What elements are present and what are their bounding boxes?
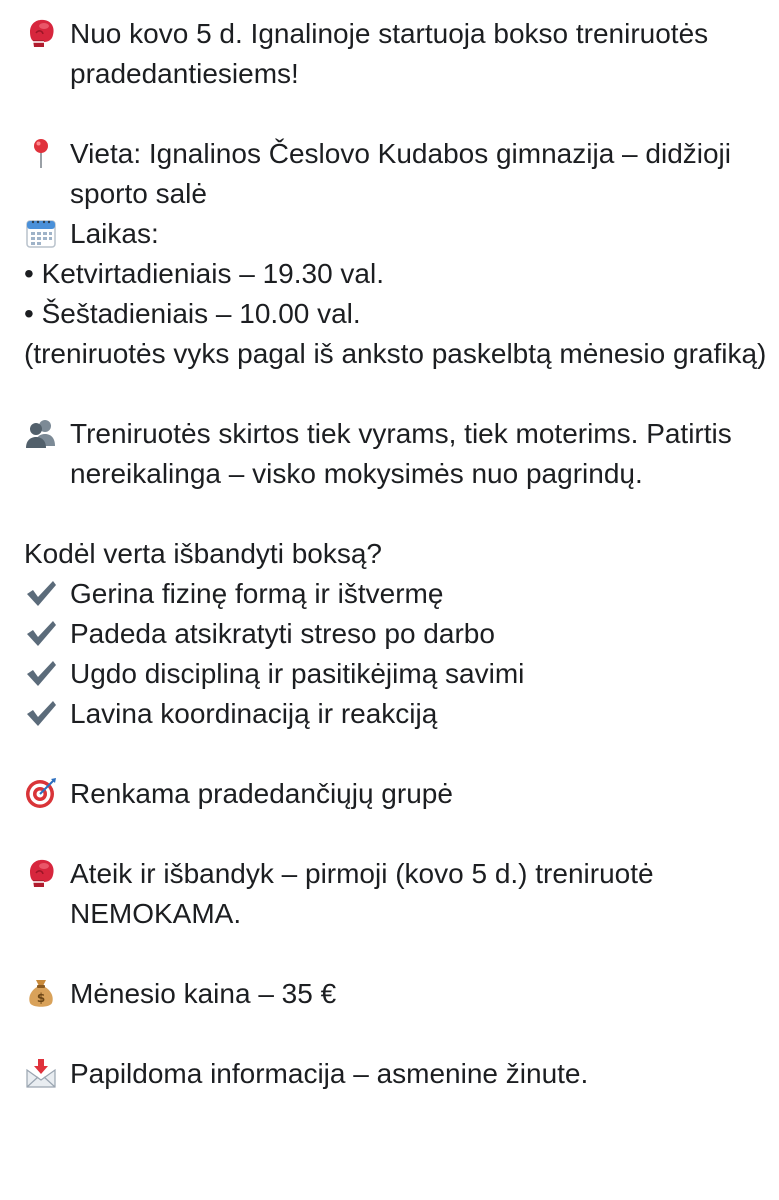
svg-text:$: $ [36, 991, 46, 1005]
audience-paragraph [24, 414, 772, 494]
price-paragraph [24, 974, 772, 1014]
benefit-item [24, 614, 772, 654]
schedule-item: • Ketvirtadieniais – 19.30 val. [24, 258, 385, 289]
contact-paragraph [24, 1054, 772, 1094]
audience-line [24, 414, 772, 494]
benefits-paragraph [24, 534, 772, 734]
group-line [24, 774, 772, 814]
target-icon [24, 776, 58, 810]
benefit-text: Gerina fizinę formą ir ištvermę [70, 578, 444, 609]
time-heading-line [24, 214, 772, 254]
price-line [24, 974, 772, 1014]
intro-text: Nuo kovo 5 d. Ignalinoje startuoja bokso treniruotės pradedantiesiems! [70, 18, 709, 89]
people-icon [24, 416, 58, 450]
boxing-glove-icon [24, 856, 58, 890]
contact-line [24, 1054, 772, 1094]
free-text: Ateik ir išbandyk – pirmoji (kovo 5 d.) treniruotė NEMOKAMA. [70, 858, 654, 929]
audience-text: Treniruotės skirtos tiek vyrams, tiek moterims. Patirtis nereikalinga – visko mokysimės nuo pagrindų. [70, 418, 732, 489]
pin-icon [24, 136, 58, 170]
intro-line [24, 14, 772, 94]
benefit-item [24, 654, 772, 694]
calendar-icon [24, 216, 58, 250]
group-text: Renkama pradedančiųjų grupė [70, 778, 453, 809]
free-line [24, 854, 772, 934]
post-body [24, 14, 772, 1094]
check-mark-icon [24, 616, 58, 650]
contact-text: Papildoma informacija – asmenine žinute. [70, 1058, 589, 1089]
benefit-text: Padeda atsikratyti streso po darbo [70, 618, 495, 649]
details-paragraph [24, 134, 772, 374]
price-text: Mėnesio kaina – 35 € [70, 978, 337, 1009]
time-heading-text: Laikas: [70, 218, 159, 249]
money-bag-icon [24, 976, 58, 1010]
benefit-text: Ugdo discipliną ir pasitikėjimą savimi [70, 658, 525, 689]
intro-paragraph [24, 14, 772, 94]
schedule-note: (treniruotės vyks pagal iš anksto paskelbtą mėnesio grafiką) [24, 338, 767, 369]
schedule-item: • Šeštadieniais – 10.00 val. [24, 298, 361, 329]
boxing-glove-icon [24, 16, 58, 50]
benefit-item [24, 694, 772, 734]
place-text: Vieta: Ignalinos Česlovo Kudabos gimnazija – didžioji sporto salė [70, 138, 731, 209]
free-paragraph [24, 854, 772, 934]
check-mark-icon [24, 656, 58, 690]
benefit-item [24, 574, 772, 614]
inbox-icon [24, 1056, 58, 1090]
benefit-text: Lavina koordinaciją ir reakciją [70, 698, 438, 729]
group-paragraph [24, 774, 772, 814]
place-line [24, 134, 772, 214]
check-mark-icon [24, 696, 58, 730]
why-heading: Kodėl verta išbandyti boksą? [24, 538, 382, 569]
check-mark-icon [24, 576, 58, 610]
